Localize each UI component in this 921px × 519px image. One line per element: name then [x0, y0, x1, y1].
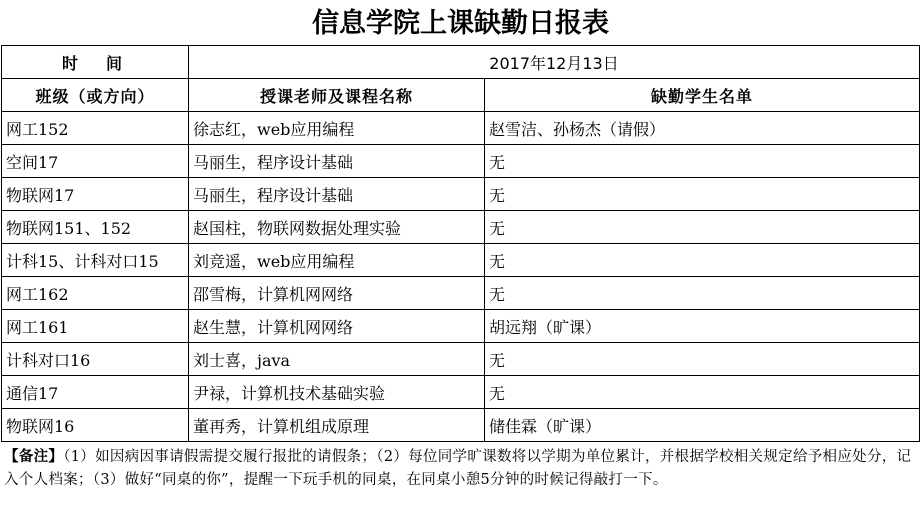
teacher-course-cell: 刘竞遥，web应用编程: [189, 244, 485, 277]
teacher-course-cell: 尹禄，计算机技术基础实验: [189, 376, 485, 409]
table-row: [2, 244, 920, 277]
report-title: 信息学院上课缺勤日报表: [312, 8, 609, 39]
class-cell: 计科对口16: [2, 343, 189, 376]
table-row: [2, 211, 920, 244]
report-date: 2017年12月13日: [189, 46, 920, 79]
teacher-course-cell: 董再秀，计算机组成原理: [189, 409, 485, 442]
absent-cell: 无: [485, 376, 920, 409]
class-cell: 空间17: [2, 145, 189, 178]
teacher-course-cell: 马丽生，程序设计基础: [189, 178, 485, 211]
notes-lead: 【备注】: [4, 448, 64, 465]
header-absent: 缺勤学生名单: [485, 79, 920, 112]
table-row: [2, 376, 920, 409]
teacher-course-cell: 邵雪梅，计算机网网络: [189, 277, 485, 310]
teacher-course-cell: 赵生慧，计算机网网络: [189, 310, 485, 343]
class-cell: 计科15、计科对口15: [2, 244, 189, 277]
absent-cell: 无: [485, 178, 920, 211]
absent-cell: 无: [485, 343, 920, 376]
notes-text: （1）如因病因事请假需提交履行报批的请假条；（2）每位同学旷课数将以学期为单位累计，并根据学校相关规定给予相应处分，记入个人档案；（3）做好“同桌的你”，提醒一下玩手机的同桌，在同桌小憩5分钟的时候记得敲打一下。: [4, 449, 912, 488]
absent-cell: 无: [485, 145, 920, 178]
table-row: [2, 112, 920, 145]
time-label: 时 间: [2, 46, 189, 79]
class-cell: 通信17: [2, 376, 189, 409]
teacher-course-cell: 马丽生，程序设计基础: [189, 145, 485, 178]
header-teacher-course: 授课老师及课程名称: [189, 79, 485, 112]
absent-cell: 无: [485, 244, 920, 277]
absent-cell: 无: [485, 277, 920, 310]
table-row: [2, 145, 920, 178]
class-cell: 网工162: [2, 277, 189, 310]
table-row: [2, 343, 920, 376]
class-cell: 网工152: [2, 112, 189, 145]
class-cell: 物联网151、152: [2, 211, 189, 244]
class-cell: 网工161: [2, 310, 189, 343]
table-row: [2, 310, 920, 343]
class-cell: 物联网16: [2, 409, 189, 442]
teacher-course-cell: 刘士喜，java: [189, 343, 485, 376]
class-cell: 物联网17: [2, 178, 189, 211]
absent-cell: 赵雪洁、孙杨杰（请假）: [485, 112, 920, 145]
absent-cell: 胡远翔（旷课）: [485, 310, 920, 343]
absent-cell: 无: [485, 211, 920, 244]
table-row: [2, 409, 920, 442]
absence-table: [1, 45, 920, 442]
header-row: [2, 79, 920, 112]
table-row: [2, 178, 920, 211]
absent-cell: 储佳霖（旷课）: [485, 409, 920, 442]
table-row: [2, 277, 920, 310]
date-row: [2, 46, 920, 79]
header-class: 班级（或方向）: [2, 79, 189, 112]
teacher-course-cell: 徐志红，web应用编程: [189, 112, 485, 145]
notes-section: [4, 445, 914, 492]
teacher-course-cell: 赵国柱，物联网数据处理实验: [189, 211, 485, 244]
